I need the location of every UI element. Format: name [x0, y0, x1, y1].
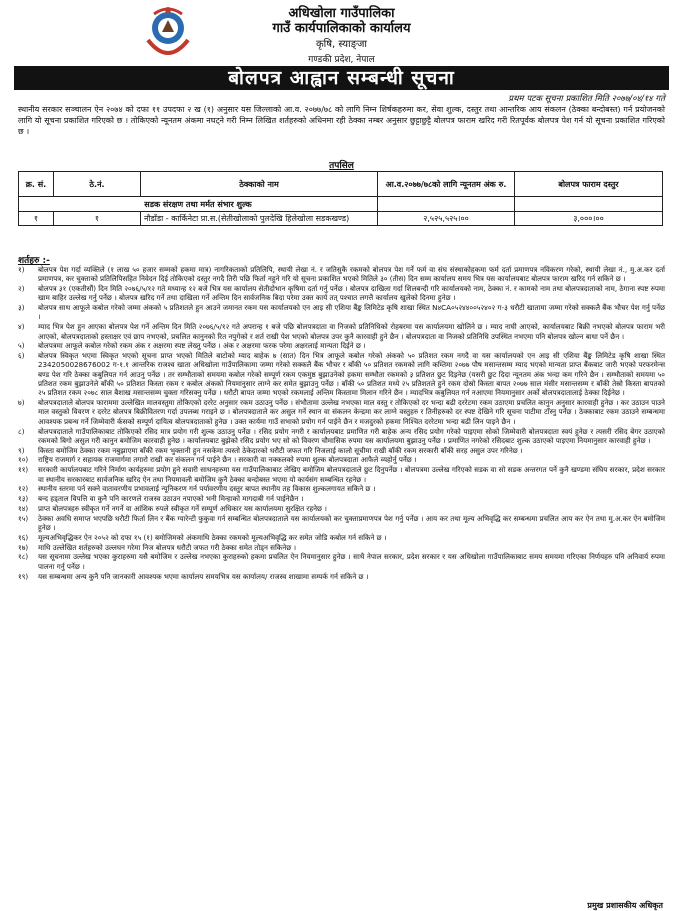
cell-sn: १ [19, 212, 54, 226]
condition-item [18, 514, 665, 533]
condition-text: म्याद भित्र पेश हुन आएका बोलपत्र पेश गर्ने अन्तिम दिन मिति २०७६/५/१२ गते अपरान्ह १ बजे पछि बोलपत्रदाता वा निजको प्रतिनिधिको रोहबरमा यस कार्यालयमा खोलिने छ । म्याद नाघी आएको, कार्यालयबाट बिक्री नभएको बोलपत्र फाराम भरी आएको, बोलपत्रदाताको हस्ताक्षर एवं छाप नभएको, प्रचलित कानुनको रित नपुगेको र शर्त राखी पेश भएको बोलपत्र उपर कुनै कारवाही हुने छैन । बोलपत्रदाता वा निजको प्रतिनिधि उपस्थित नभएमा पनि बोलपत्र खोल्न बाधा पर्ने छैन । [38, 322, 665, 341]
province-name: गण्डकी प्रदेश, नेपाल [308, 55, 375, 65]
table-section-row [19, 197, 663, 212]
condition-text: मूल्यअभिवृद्धिकर ऐन २०५२ को दफा १५ (१) बमोजिमको अंकमाथि ठेक्का रकमको मूल्यअभिवृद्धि कर समेत जोडि कबोल गर्न सकिने छ । [38, 532, 387, 542]
section-empty-cell [378, 197, 515, 212]
col-header-form-fee: बोलपत्र फाराम दस्तुर [515, 172, 663, 197]
condition-number: ७) [18, 398, 25, 408]
condition-number: १८) [18, 552, 29, 562]
condition-text: बोलपत्र ३१ (एकतीसौं) दिन मिति २०७६/५/१२ गते मध्यान्ह १२ बजे भित्र यस कार्यालय सेतीदोभान कृषिमा दर्ता गर्नु पर्नेछ । बोलपत्र दाखिला गर्दा शिलबन्दी गरि कार्यालयको नाम, ठेक्का नं. र कामको नाम तथा बोलपत्रदाताको नाम, ठेगाना स्पष्ट रुपमा खाम बाहिर उल्लेख गर्नु पर्नेछ । बोलपत्र खरिद गर्ने तथा दाखिला गर्ने अन्तिम दिन सार्वजनिक बिदा परेमा उक्त कार्य तत् पश्चात लगत्तै कार्यालय खुलेको दिनमा हुनेछ । [38, 284, 665, 303]
condition-text: स्थानीय स्तरमा पर्न सक्ने वातावरणीय प्रभावलाई न्यूनिकरण गर्न पर्यावरणीय दस्तुर बापत स्थानीय तह विकास शुल्कलगायत सकिने छ । [38, 484, 376, 494]
condition-number: ९) [18, 445, 25, 455]
condition-text: बोलपत्रदाताले बोलपत्र फाराममा उल्लेखित मालवस्तुमा तोकिएको दररेट अनुसार रकम उठाउनु पर्नेछ । संभौतामा उल्लेख नभएका माल वस्तु र तोकिएको दर भन्दा बढी दररेटमा रकम उठाएमा प्रचलित कानुन अनुसार कारवाही हुनेछ । कर उठाउन पाउने माल वस्तुको विवरण र दररेट बोलपत्र बिक्रीवितरण गर्दा उपलब्ध गराइने छ । बोलपत्रदाताले कर असुल गर्ने स्थान वा संकलन केन्द्रमा कर लाग्ने वस्तुहरु र तिनीहरुको दर स्पष्ट देखिने गरि सूचना पाटीमा टाँस्नु पर्नेछ । ठेक्काबाट रकम उठाउने सम्बन्धमा आवश्यक प्रबन्ध गर्ने जिम्मेवारी र्कसको सम्पूर्ण दायित्व बोलपत्रदाताको हुनेछ । उक्त कार्यमा गाउँ सभाको प्रयोग गर्न पाईने छैन र मजदुरको हकमा निश्चित दररेटमा भन्दा बढी लिन पाइने छैन । [38, 398, 665, 426]
condition-number: २) [18, 284, 25, 294]
condition-number: ५) [18, 341, 25, 351]
condition-item [18, 455, 665, 464]
condition-item [18, 484, 665, 493]
condition-number: १३) [18, 494, 29, 504]
condition-item [18, 398, 665, 426]
cell-contract-name: नौडाँडा - कार्किनेटा प्रा.स.(सेतीखोलाको पुलदेखि हिलेखोला सडकखण्ड) [141, 212, 378, 226]
office-address: कृषि, स्याङ्जा [315, 39, 368, 50]
condition-item [18, 543, 665, 552]
section-label: सडक संरक्षण तथा मर्मत संभार शुल्क [19, 197, 378, 212]
condition-number: ११) [18, 465, 29, 475]
condition-number: १) [18, 265, 25, 274]
condition-item [18, 322, 665, 341]
intro-paragraph: स्थानीय सरकार सञ्चालन ऐन २०७४ को दफा ११ उपदफा २ ख (१) अनुसार यस जिल्लाको आ.व. २०७७/७८ को लागि निम्न शिर्षकहरुमा कर, सेवा शुल्क, दस्तुर तथा आन्तरिक आय संकलन (ठेक्का बन्दोबस्त) गर्न प्रयोजनको लागि यो सूचना प्रकाशित गरिएको छ । तोकिएको न्यूनतम अंकमा नघट्ने गरी निम्न लिखित शर्तहरुको अधिनमा रही ठेक्का नम्बर अनुसार छुट्टाछुट्टै बोलपत्र फाराम खरिद गरी रितपूर्वक बोलपत्र पेश गर्न यो सूचना प्रकाशित गरिएको छ । [18, 105, 665, 136]
conditions-heading: शर्तहरु :- [18, 256, 50, 266]
condition-text: बोलपत्रमा आफूले कबोल गरेको रकम अंक र अक्षरमा स्पष्ट लेख्नु पर्नेछ । अंक र अक्षरमा फरक परेमा अक्षरलाई मान्यता दिईने छ । [38, 341, 366, 351]
signature-title: प्रमुख प्रशासकीय अधिकृत [587, 901, 663, 910]
condition-item [18, 504, 665, 513]
condition-text: यस सूचनामा उल्लेख भएका कुराहरुमा यसै बमोजिम र उल्लेख नभएका कुराहरुको हकमा प्रचलित ऐन नियमानुसार हुनेछ । साथै नेपाल सरकार, प्रदेश सरकार र यस अधिखोला गाउँपालिकाबाट समय समयमा गरिएका निर्णयहरु पनि अनिवार्य रुपमा पालना गर्नु पर्नेछ । [38, 552, 665, 571]
condition-text: बोलपत्र स्विकृत भएमा स्विकृत भएको सूचना प्राप्त भएको मितिले बाटोको म्याद बाहेक ७ (सात) दिन भित्र आफूले कबोल गरेको अंकको ५० प्रतिशत रकम नगदै वा यस कार्यालयको एन आइ सी एशिया बैंङ्क लिमिटेड कृषि शाखा स्थित 2342050028676002 ग-१.१ आन्तरिक राजश्व खाता अधिखोला गाउँपालिकामा जम्मा गरेको सक्कलै बैंक भौचर र बाँकी ५० प्रतिशत रकमको लागि कम्तिमा २०७७ पौष मसान्तसम्म म्याद भएको मान्यता प्राप्त बैंकबाट जारी भएको परफरमेन्स बण्ड पेश गरि ठेक्का कबुलियत गर्न आउनु पर्नेछ । तर सम्भौताको समयमा कबोल गरेको सम्पूर्ण रकम एकमुष्ठ बुझाउनेको हकमा सम्भौता रकमको ३ प्रतिशत छुट दिइनेछ (यसरी छुट दिदा न्यूनतम अंक भन्दा कम गरिने छैन । सम्भौताको समयमा ५० प्रतिशत रकम बुझाउनेले बाँकी ५० प्रतिशत किस्ता रकम र कबोल अंकको नियमानुसार लाग्ने कर समेत बुझाउनु पर्नेछ । बाँकी ५० प्रतिशत मध्ये २५ प्रतिशतले हुने रकम दोस्रो किस्ता बापत २०७७ साल मंसीर मसान्तसम्म र बाँकी तेस्रो किस्ता बापतको २५ प्रतिशत रकम २०७८ साल बैशाख मसान्तसम्म चुक्ता गरिसक्नु पर्नेछ । धरौटी बापत जम्मा भएको रकमलाई अन्तिम किस्तामा मिलान गरिने छैन । म्यादभित्र कबुलियत गर्न नआएमा नियमानुसार अर्को बोलपत्रदातालाई ठेक्का दिईनेछ । [38, 351, 665, 398]
cell-min-amount: २,५२५,५२५।०० [378, 212, 515, 226]
condition-number: १७) [18, 542, 29, 552]
col-header-min-amount: आ.व.२०७७/७८को लागि न्यूनतम अंक रु. [378, 172, 515, 197]
condition-item [18, 552, 665, 571]
condition-number: ४) [18, 322, 25, 332]
condition-number: ३) [18, 303, 25, 313]
condition-item [18, 446, 665, 455]
condition-text: राष्ट्रिय राजमार्ग र सहायक राजमार्गमा तगारो राखी कर संकलन गर्न पाईने छैन । सरकारी वा नक्कलको रुपमा शुल्क बोलपत्रदाता आफैले व्यहोर्नु पर्नेछ । [38, 455, 417, 465]
condition-text: ठेक्का अवधि समाप्त भएपछि धरौटी फिर्ता लिन र बैंक ग्यारेन्टी फुकुवा गर्न सम्बन्धित बोलपत्रदाताले यस कार्यालयको कर चुक्ताप्रमाणपत्र पेश गर्नु पर्नेछ । आय कर तथा मूल्य अभिवृद्धि कर सम्बन्धमा प्रचलित आय कर ऐन तथा मु.अ.कर ऐन बमोजिम हुनेछ । [38, 513, 665, 533]
condition-item [18, 284, 665, 303]
condition-item [18, 533, 665, 542]
col-header-contract-no: ठे.नं. [54, 172, 141, 197]
condition-number: ८) [18, 426, 25, 436]
condition-item [18, 572, 665, 581]
cell-form-fee: ३,०००।०० [515, 212, 663, 226]
office-name: गाउँ कार्यपालिकाको कार्यालय [272, 21, 411, 36]
condition-text: माथि उल्लेखित शर्तहरुको उल्लघन गरेमा निज बोलपत्र धरौटी जफत गरी ठेक्का समेत तोड्न सकिनेछ । [38, 542, 297, 552]
condition-item [18, 427, 665, 446]
condition-text: यस सम्बन्धमा अन्य कुनै पनि जानकारी आवश्यक भएमा कार्यालय समयभित्र यस कार्यालय/ राजस्व शाखामा सम्पर्क गर्न सकिने छ । [38, 571, 369, 581]
condition-text: किस्ता बमोजिम ठेक्का रकम नबुझाएमा बाँकी रकम भुक्तानी हुन नसकेमा त्यस्तो ठेकेदारको धरौटी जफत गरि निजलाई कालो सूचीमा राखी बाँकी रकम सरकारी बाँकी सरह असुल उपर गरिनेछ । [38, 445, 523, 455]
col-header-sn: क्र. सं. [19, 172, 54, 197]
condition-item [18, 465, 665, 484]
condition-text: प्राप्त बोलपत्रहरु स्वीकृत गर्ने नगर्ने वा आंशिक रुपले स्वीकृत गर्ने सम्पूर्ण अधिकार यस कार्यालयमा सुरक्षित रहनेछ । [38, 503, 327, 513]
condition-text: बोलपत्र पेश गर्दा व्यक्तिले (१ लाख ५० हजार सम्मको हकमा मात्र) नागरिकताको प्रतिलिपि, स्थायी लेखा नं. र जतिसुकै रकमको बोलपत्र पेश गर्ने फर्म वा संघ संस्थाकोहकमा फर्म दर्ता प्रमाणपत्र नविकरण गरेको, स्थायी लेखा नं., मु.अ.कर दर्ता प्रमाणपत्र, कर चुक्ताको प्रतिलिपिसहित निवेदन दिई तोकिएको दस्तुर नगदै तिरी पछि फिर्ता नहुने गरि यो सूचना प्रकाशित भएको मितिले ३० (तीस) दिन सम्म कार्यालय समय भित्र यस कार्यालयबाट बोलपत्र फाराम खरिद गर्न सकिने छ । [38, 265, 665, 284]
table-header-row [19, 172, 663, 197]
condition-item [18, 265, 665, 284]
condition-text: सरकारी कार्यालयबाट गरिने निर्माण कार्यहरुमा प्रयोग हुने सवारी साधनहरुमा यस गाउँपालिकाबाट लेखिए बमोजिम बोलपत्रदाताले छुट दिनुपर्नेछ । बोलपत्रमा उल्लेख गरिएको सडक वा सो सडक अन्तरगत पर्ने कुनै खण्डमा संघिय सरकार, प्रदेश सरकार वा स्थानीय सरकारबाट सार्वजनिक खरिद ऐन तथा नियमावली बमोजिम कुनै ठेक्का बन्दोबस्त भएमा यो कार्यसंग सम्बन्धित रहनेछ । [38, 465, 665, 484]
table-row [19, 212, 663, 226]
condition-number: ६) [18, 351, 25, 361]
condition-number: १४) [18, 503, 29, 513]
conditions-list [18, 265, 665, 581]
schedule-heading: तपसिल [329, 161, 354, 171]
condition-number: १६) [18, 532, 29, 542]
condition-number: १०) [18, 455, 29, 465]
condition-item [18, 303, 665, 322]
condition-text: बन्द हड्ताल विपत्ति वा कुनै पनि कारणले राजस्व उठाउन नपाएको भनी मिन्हाको मागदाबी गर्न पाईनेछैन । [38, 494, 304, 504]
publish-note: प्रथम पटक सूचना प्रकाशित मिति २०७७/०४/१४ गते [508, 94, 665, 104]
condition-item [18, 351, 665, 397]
condition-number: १९) [18, 571, 29, 581]
condition-item [18, 494, 665, 503]
section-empty-cell [515, 197, 663, 212]
municipality-name: अधिखोला गाउँपालिका [288, 6, 395, 21]
col-header-contract-name: ठेक्काको नाम [141, 172, 378, 197]
condition-text: बोलपत्र साथ आफूले कबोल गरेको जम्मा अंकको ५ प्रतिशतले हुन आउने जमानत रकम यस कार्यालयको एन आइ सी एशिया बैंङ्क लिमिटेड कृषि शाखा स्थित N४CA०५२४४००५२४०२ ग-३ धरौटी खातामा जम्मा गरेको सक्कलै बैंक भौचर पेश गर्नु पर्नेछ । [38, 303, 665, 322]
notice-title: बोलपत्र आह्वान सम्बन्धी सूचना [14, 66, 669, 90]
condition-text: बोलपत्रदाताले गाउँपालिकाबाट तोकिएको रसिद मात्र प्रयोग गरी शुल्क उठाउनु पर्नेछ । रसिद प्रयोग नगरी र कार्यालयबाट प्रमाणित गरी बाहेक अन्य रसिद प्रयोग गरेको पाइएमा सोको जिम्मेवारी बोलपत्रदाता स्वयं हुनेछ र त्यसरी रसिद बेगर उठाएको रकमको बिगो असुल गरी कानुन बमोजिम कारवाही हुनेछ । कार्यालयबाट बुझेको रसिद प्रयोग भए सो को विवरण चौमासिक रुपमा यस कार्यालयमा बुझाउनु पर्नेछ । प्रमाणित नगरेको रसिदबाट शुल्क उठाएको पाइएमा नियमानुसार कारवाही हुनेछ । [38, 426, 665, 445]
condition-item [18, 341, 665, 350]
cell-contract-no: १ [54, 212, 141, 226]
condition-number: १५) [18, 513, 29, 523]
condition-number: १२) [18, 484, 29, 494]
contract-table [18, 171, 663, 226]
